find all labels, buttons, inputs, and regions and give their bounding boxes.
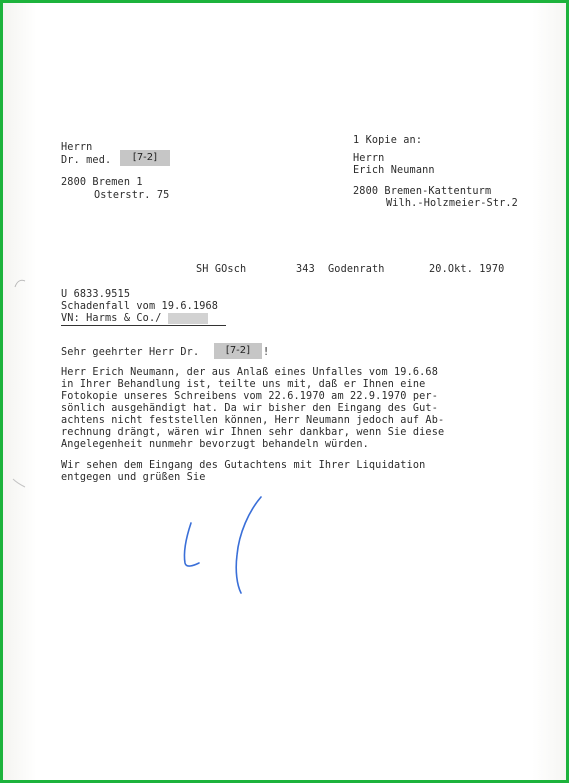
vn-line: VN: Harms & Co./ (61, 313, 162, 324)
vn-redaction (168, 313, 208, 324)
body-line: in Ihrer Behandlung ist, teilte uns mit, daß er Ihnen eine (61, 379, 426, 390)
body-line: achtens nicht feststellen können, Herr Neumann jedoch auf Ab- (61, 415, 445, 426)
copy-street: Wilh.-Holzmeier-Str.2 (386, 198, 518, 209)
body-line: Angelegenheit nunmehr bevorzugt behandeln würden. (61, 439, 369, 450)
body-line: sönlich ausgehändigt hat. Da wir bisher den Eingang des Gut- (61, 403, 439, 414)
body-line: Herr Erich Neumann, der aus Anlaß eines Unfalles vom 19.6.68 (61, 367, 439, 378)
handwritten-initials (175, 493, 275, 603)
greeting-redaction: [7-2] (214, 343, 262, 359)
copy-salutation: Herrn (353, 153, 385, 164)
copy-name: Erich Neumann (353, 165, 435, 176)
reference-place: Godenrath (328, 264, 385, 275)
reference-extension: 343 (296, 264, 315, 275)
reference-sign: SH GOsch (196, 264, 247, 275)
letter-date: 20.Okt. 1970 (429, 264, 505, 275)
recipient-street: Osterstr. 75 (94, 190, 170, 201)
subject-underline (61, 325, 226, 326)
claim-line: Schadenfall vom 19.6.1968 (61, 301, 219, 312)
letter-page (3, 3, 566, 780)
body-line: rechnung drängt, wären wir Ihnen sehr dankbar, wenn Sie diese (61, 427, 445, 438)
recipient-salutation: Herrn (61, 142, 93, 153)
copy-city: 2800 Bremen-Kattenturm (353, 186, 492, 197)
recipient-name-prefix: Dr. med. (61, 155, 112, 166)
scan-mark (9, 473, 29, 493)
body-line: Fotokopie unseres Schreibens vom 22.6.1970 am 22.9.1970 per- (61, 391, 439, 402)
file-number: U 6833.9515 (61, 289, 131, 300)
copy-heading: 1 Kopie an: (353, 135, 423, 146)
greeting-text: Sehr geehrter Herr Dr. (61, 347, 200, 358)
recipient-name-redaction: [7-2] (120, 150, 170, 166)
closing-line: entgegen und grüßen Sie (61, 472, 206, 483)
closing-line: Wir sehen dem Eingang des Gutachtens mit Ihrer Liquidation (61, 460, 426, 471)
greeting-end: ! (263, 347, 270, 358)
scan-mark (11, 273, 31, 293)
recipient-city: 2800 Bremen 1 (61, 177, 143, 188)
